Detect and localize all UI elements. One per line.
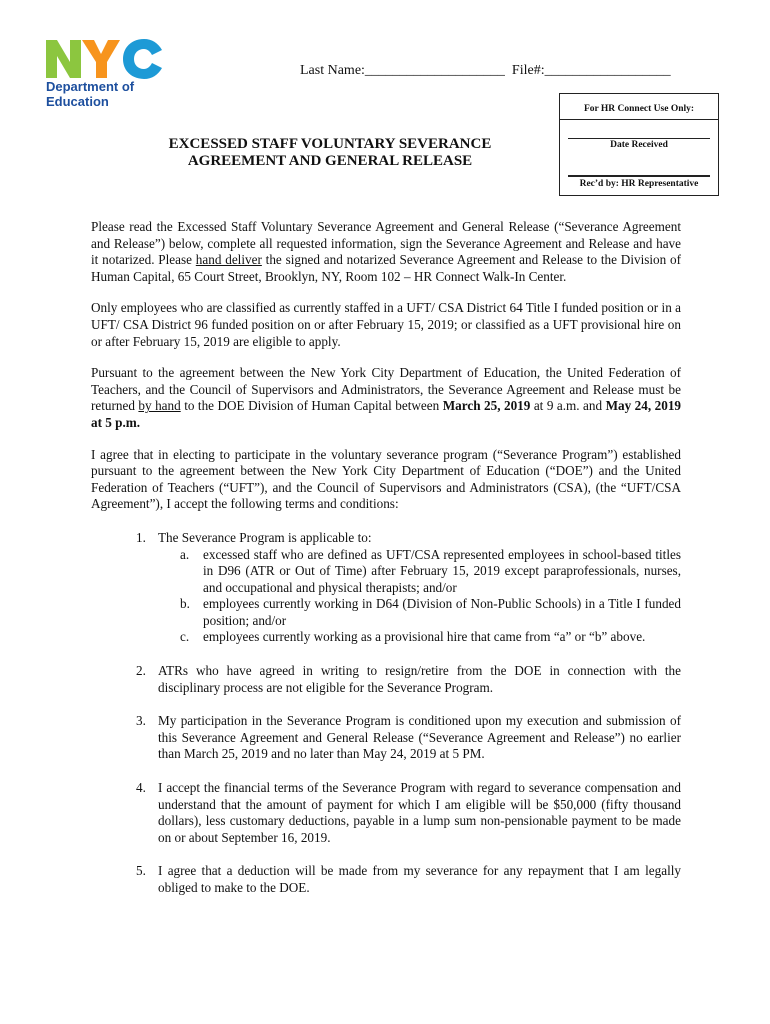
nyc-logo-letters bbox=[44, 36, 166, 80]
date-received-label: Date Received bbox=[610, 140, 668, 150]
term-text: The Severance Program is applicable to: bbox=[158, 529, 372, 545]
sub-letter: b. bbox=[180, 596, 190, 612]
logo-dept-line2: Education bbox=[46, 94, 109, 109]
eligibility-paragraph: Only employees who are classified as currently staffed in a UFT/ CSA District 64 Title I funded position or in a UFT/ CSA District 96 funded position on or after February 15, 2019; or classified as a UFT provisional hire on or after February 15, 2019 are eligible to apply. bbox=[91, 300, 681, 349]
para1-underline: hand deliver bbox=[195, 252, 262, 268]
term-text: I agree that a deduction will be made from my severance for any repayment that I am legally obliged to make to the DOE. bbox=[158, 863, 681, 895]
sub-text: excessed staff who are defined as UFT/CSA represented employees in school-based titles in D96 (ATR or Out of Time) after February 15, 2019 except paraprofessionals, nurses, and occupational and physical therapists; and/or bbox=[203, 546, 681, 595]
para3-end-date: May 24, 2019 at 5 p.m. bbox=[91, 398, 682, 430]
sub-list bbox=[158, 547, 681, 647]
logo-dept-line1: Department of bbox=[46, 79, 135, 94]
para1-text-a: Please read the Excessed Staff Voluntary Severance Agreement and General Release (“Severance Agreement and Release”) below, complete all requested information, sign the Severance Agreement and Release and have it notarized. Please bbox=[91, 219, 681, 268]
term-text: ATRs who have agreed in writing to resign/retire from the DOE in connection with the disciplinary process are not eligible for the Severance Program. bbox=[158, 663, 681, 695]
sub-letter: a. bbox=[180, 546, 190, 562]
terms-list bbox=[91, 530, 681, 897]
title-line1: EXCESSED STAFF VOLUNTARY SEVERANCE bbox=[168, 136, 492, 152]
document-title bbox=[130, 136, 530, 170]
para3-underline: by hand bbox=[138, 398, 181, 414]
term-text: I accept the financial terms of the Severance Program with regard to severance compensation and understand that the amount of payment for which I am eligible will be $50,000 (fifty thousand dollars), less customary deductions, payable in a lump sum non-pensionable payment to be made on or about September 16, 2019. bbox=[158, 780, 681, 845]
deadline-paragraph bbox=[91, 365, 681, 431]
para1-text-b: the signed and notarized Severance Agreement and Release to the Division of Human Capital, 65 Court Street, Brooklyn, NY, Room 102 – HR Connect Walk-In Center. bbox=[91, 252, 682, 284]
hr-box-divider bbox=[560, 119, 718, 120]
para3-text-a: Pursuant to the agreement between the New York City Department of Education, the United Federation of Teachers, and the Council of Supervisors and Administrators, the Severance Agreement and Release must be returned bbox=[91, 365, 681, 414]
header-fields bbox=[300, 63, 671, 79]
nyc-doe-logo bbox=[44, 36, 166, 112]
title-line2: AGREEMENT AND GENERAL RELEASE bbox=[187, 153, 473, 169]
term-number: 3. bbox=[136, 713, 146, 729]
term-number: 5. bbox=[136, 863, 146, 879]
file-number-label: File#: bbox=[511, 63, 545, 78]
list-item bbox=[91, 780, 681, 846]
date-received-line[interactable] bbox=[568, 138, 710, 139]
recd-by-line[interactable] bbox=[568, 175, 710, 177]
list-item bbox=[91, 530, 681, 646]
logo-department-text bbox=[46, 79, 134, 109]
list-item bbox=[91, 663, 681, 696]
sub-text: employees currently working in D64 (Division of Non-Public Schools) in a Title I funded position; and/or bbox=[203, 596, 681, 628]
hr-connect-box bbox=[559, 93, 719, 196]
para3-text-b: to the DOE Division of Human Capital between bbox=[180, 398, 443, 414]
last-name-label: Last Name: bbox=[300, 63, 365, 78]
sub-list-item bbox=[158, 629, 681, 646]
list-item bbox=[91, 713, 681, 763]
agreement-paragraph: I agree that in electing to participate in the voluntary severance program (“Severance Program”) established pursuant to the agreement between the New York City Department of Education (“DOE”) and the United Federation of Teachers (“UFT”), and the Council of Supervisors and Administrators (CSA), (the “UFT/CSA Agreement”), I accept the following terms and conditions: bbox=[91, 446, 681, 512]
para3-start-date: March 25, 2019 bbox=[442, 398, 531, 414]
list-item bbox=[91, 863, 681, 896]
term-number: 1. bbox=[136, 529, 146, 545]
instructions-paragraph bbox=[91, 219, 681, 285]
hr-box-title: For HR Connect Use Only: bbox=[583, 104, 695, 114]
para3-text-c: at 9 a.m. and bbox=[530, 398, 606, 414]
sub-list-item bbox=[158, 596, 681, 629]
recd-by-label: Rec’d by: HR Representative bbox=[579, 179, 699, 189]
sub-letter: c. bbox=[180, 629, 190, 645]
sub-list-item bbox=[158, 547, 681, 597]
term-number: 2. bbox=[136, 663, 146, 679]
file-number-blank[interactable]: __________________ bbox=[544, 63, 671, 78]
last-name-blank[interactable]: ____________________ bbox=[364, 63, 505, 78]
sub-text: employees currently working as a provisional hire that came from “a” or “b” above. bbox=[203, 629, 646, 645]
term-text: My participation in the Severance Program is conditioned upon my execution and submission of this Severance Agreement and General Release (“Severance Agreement and Release”) no earlier than March 25, 2019 and no later than May 24, 2019 at 5 PM. bbox=[158, 713, 681, 762]
term-number: 4. bbox=[136, 780, 146, 796]
document-body bbox=[91, 219, 681, 914]
